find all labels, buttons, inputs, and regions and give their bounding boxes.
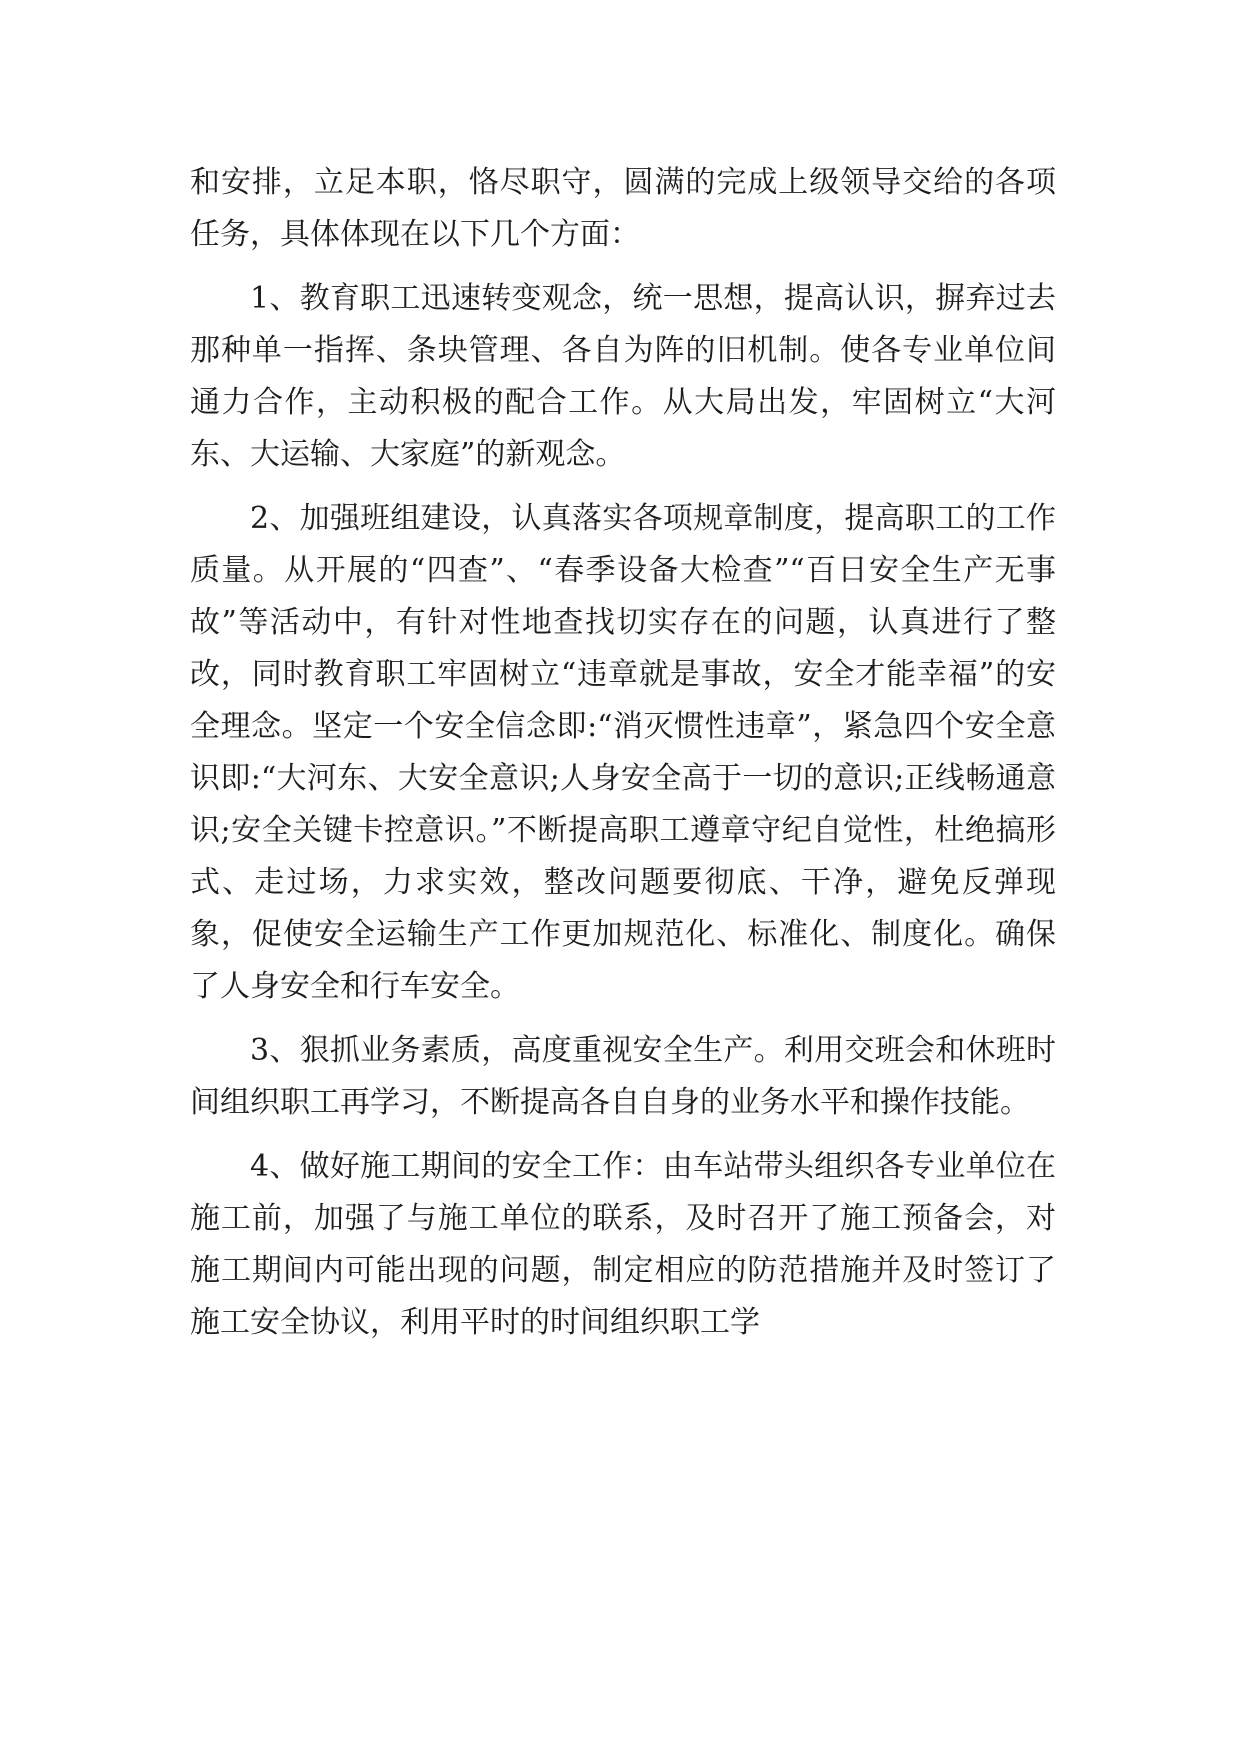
- document-body: [190, 157, 1056, 1349]
- paragraph-continuation: 和安排，立足本职，恪尽职守，圆满的完成上级领导交给的各项任务，具体体现在以下几个方面：: [190, 165, 1056, 252]
- paragraph-item-3: 3、狠抓业务素质，高度重视安全生产。利用交班会和休班时间组织职工再学习，不断提高各自自身的业务水平和操作技能。: [190, 1033, 1056, 1120]
- paragraph-item-4: 4、做好施工期间的安全工作：由车站带头组织各专业单位在施工前，加强了与施工单位的联系，及时召开了施工预备会，对施工期间内可能出现的问题，制定相应的防范措施并及时签订了施工安全协议，利用平时的时间组织职工学: [190, 1149, 1056, 1340]
- paragraph-item-2: 2、加强班组建设，认真落实各项规章制度，提高职工的工作质量。从开展的“四查”、“春季设备大检查”“百日安全生产无事故”等活动中，有针对性地查找切实存在的问题，认真进行了整改，同时教育职工牢固树立“违章就是事故，安全才能幸福”的安全理念。坚定一个安全信念即:“消灭惯性违章”，紧急四个安全意识即:“大河东、大安全意识;人身安全高于一切的意识;正线畅通意识;安全关键卡控意识。”不断提高职工遵章守纪自觉性，杜绝搞形式、走过场，力求实效，整改问题要彻底、干净，避免反弹现象，促使安全运输生产工作更加规范化、标准化、制度化。确保了人身安全和行车安全。: [190, 501, 1056, 1004]
- paragraph-item-1: 1、教育职工迅速转变观念，统一思想，提高认识，摒弃过去那种单一指挥、条块管理、各自为阵的旧机制。使各专业单位间通力合作，主动积极的配合工作。从大局出发，牢固树立“大河东、大运输、大家庭”的新观念。: [190, 281, 1056, 472]
